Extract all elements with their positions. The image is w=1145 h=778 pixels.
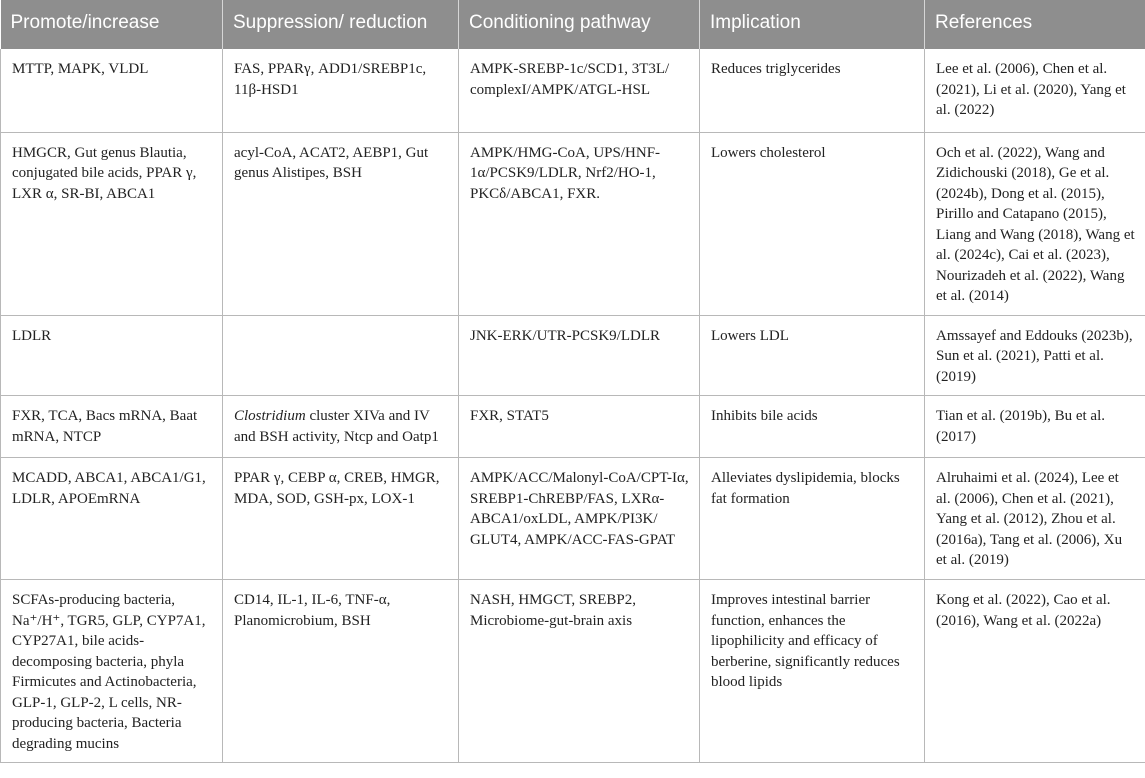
header-pathway: Conditioning pathway	[459, 0, 700, 49]
cell-promote: MTTP, MAPK, VLDL	[1, 49, 223, 132]
table-header	[1, 0, 1145, 49]
cell-references: Och et al. (2022), Wang and Zidichouski (2018), Ge et al. (2024b), Dong et al. (2015), Pirillo and Catapano (2015), Liang and Wang (2018), Wang et al. (2024c), Cai et al. (2023), Nourizadeh et al. (2022), Wang et al. (2014)	[925, 132, 1145, 315]
cell-suppression: acyl-CoA, ACAT2, AEBP1, Gut genus Alistipes, BSH	[223, 132, 459, 315]
cell-implication: Alleviates dyslipidemia, blocks fat formation	[700, 458, 925, 580]
cell-references: Tian et al. (2019b), Bu et al. (2017)	[925, 396, 1145, 458]
table-row	[1, 458, 1145, 580]
cell-promote: LDLR	[1, 315, 223, 396]
table-row	[1, 49, 1145, 132]
cell-promote: FXR, TCA, Bacs mRNA, Baat mRNA, NTCP	[1, 396, 223, 458]
cell-implication: Improves intestinal barrier function, enhances the lipophilicity and efficacy of berberine, significantly reduces blood lipids	[700, 580, 925, 763]
cell-suppression: PPAR γ, CEBP α, CREB, HMGR, MDA, SOD, GSH-px, LOX-1	[223, 458, 459, 580]
header-promote: Promote/increase	[1, 0, 223, 49]
cell-implication: Inhibits bile acids	[700, 396, 925, 458]
cell-pathway: NASH, HMGCT, SREBP2, Microbiome-gut-brain axis	[459, 580, 700, 763]
cell-pathway: AMPK/ACC/Malonyl-CoA/CPT-Iα, SREBP1-ChREBP/FAS, LXRα-ABCA1/oxLDL, AMPK/PI3K/ GLUT4, AMPK/ACC-FAS-GPAT	[459, 458, 700, 580]
cell-suppression-text: cluster XIVa and IV and BSH activity, Ntcp and Oatp1	[234, 408, 439, 445]
cell-implication: Lowers cholesterol	[700, 132, 925, 315]
table-body	[1, 49, 1145, 763]
italic-genus: Clostridium	[234, 408, 306, 424]
cell-suppression: CD14, IL-1, IL-6, TNF-α, Planomicrobium, BSH	[223, 580, 459, 763]
cell-promote: MCADD, ABCA1, ABCA1/G1, LDLR, APOEmRNA	[1, 458, 223, 580]
cell-implication: Lowers LDL	[700, 315, 925, 396]
header-suppression: Suppression/ reduction	[223, 0, 459, 49]
cell-references: Amssayef and Eddouks (2023b), Sun et al. (2021), Patti et al. (2019)	[925, 315, 1145, 396]
cell-promote: HMGCR, Gut genus Blautia, conjugated bile acids, PPAR γ, LXR α, SR-BI, ABCA1	[1, 132, 223, 315]
cell-pathway: JNK-ERK/UTR-PCSK9/LDLR	[459, 315, 700, 396]
cell-pathway: FXR, STAT5	[459, 396, 700, 458]
cell-references: Lee et al. (2006), Chen et al. (2021), Li et al. (2020), Yang et al. (2022)	[925, 49, 1145, 132]
cell-suppression	[223, 396, 459, 458]
table-row	[1, 315, 1145, 396]
cell-references: Alruhaimi et al. (2024), Lee et al. (2006), Chen et al. (2021), Yang et al. (2012), Zhou et al. (2016a), Tang et al. (2006), Xu et al. (2019)	[925, 458, 1145, 580]
cell-implication: Reduces triglycerides	[700, 49, 925, 132]
header-row	[1, 0, 1145, 49]
cell-pathway: AMPK/HMG-CoA, UPS/HNF-1α/PCSK9/LDLR, Nrf2/HO-1, PKCδ/ABCA1, FXR.	[459, 132, 700, 315]
table-row	[1, 132, 1145, 315]
cell-suppression	[223, 315, 459, 396]
cell-promote: SCFAs-producing bacteria, Na⁺/H⁺, TGR5, GLP, CYP7A1, CYP27A1, bile acids-decomposing bacteria, phyla Firmicutes and Actinobacteria, GLP-1, GLP-2, L cells, NR-producing bacteria, Bacteria degrading mucins	[1, 580, 223, 763]
cell-pathway: AMPK-SREBP-1c/SCD1, 3T3L/ complexI/AMPK/ATGL-HSL	[459, 49, 700, 132]
table-row	[1, 396, 1145, 458]
cell-references: Kong et al. (2022), Cao et al. (2016), Wang et al. (2022a)	[925, 580, 1145, 763]
header-references: References	[925, 0, 1145, 49]
table-row	[1, 580, 1145, 763]
header-implication: Implication	[700, 0, 925, 49]
cell-suppression: FAS, PPARγ, ADD1/SREBP1c, 11β-HSD1	[223, 49, 459, 132]
